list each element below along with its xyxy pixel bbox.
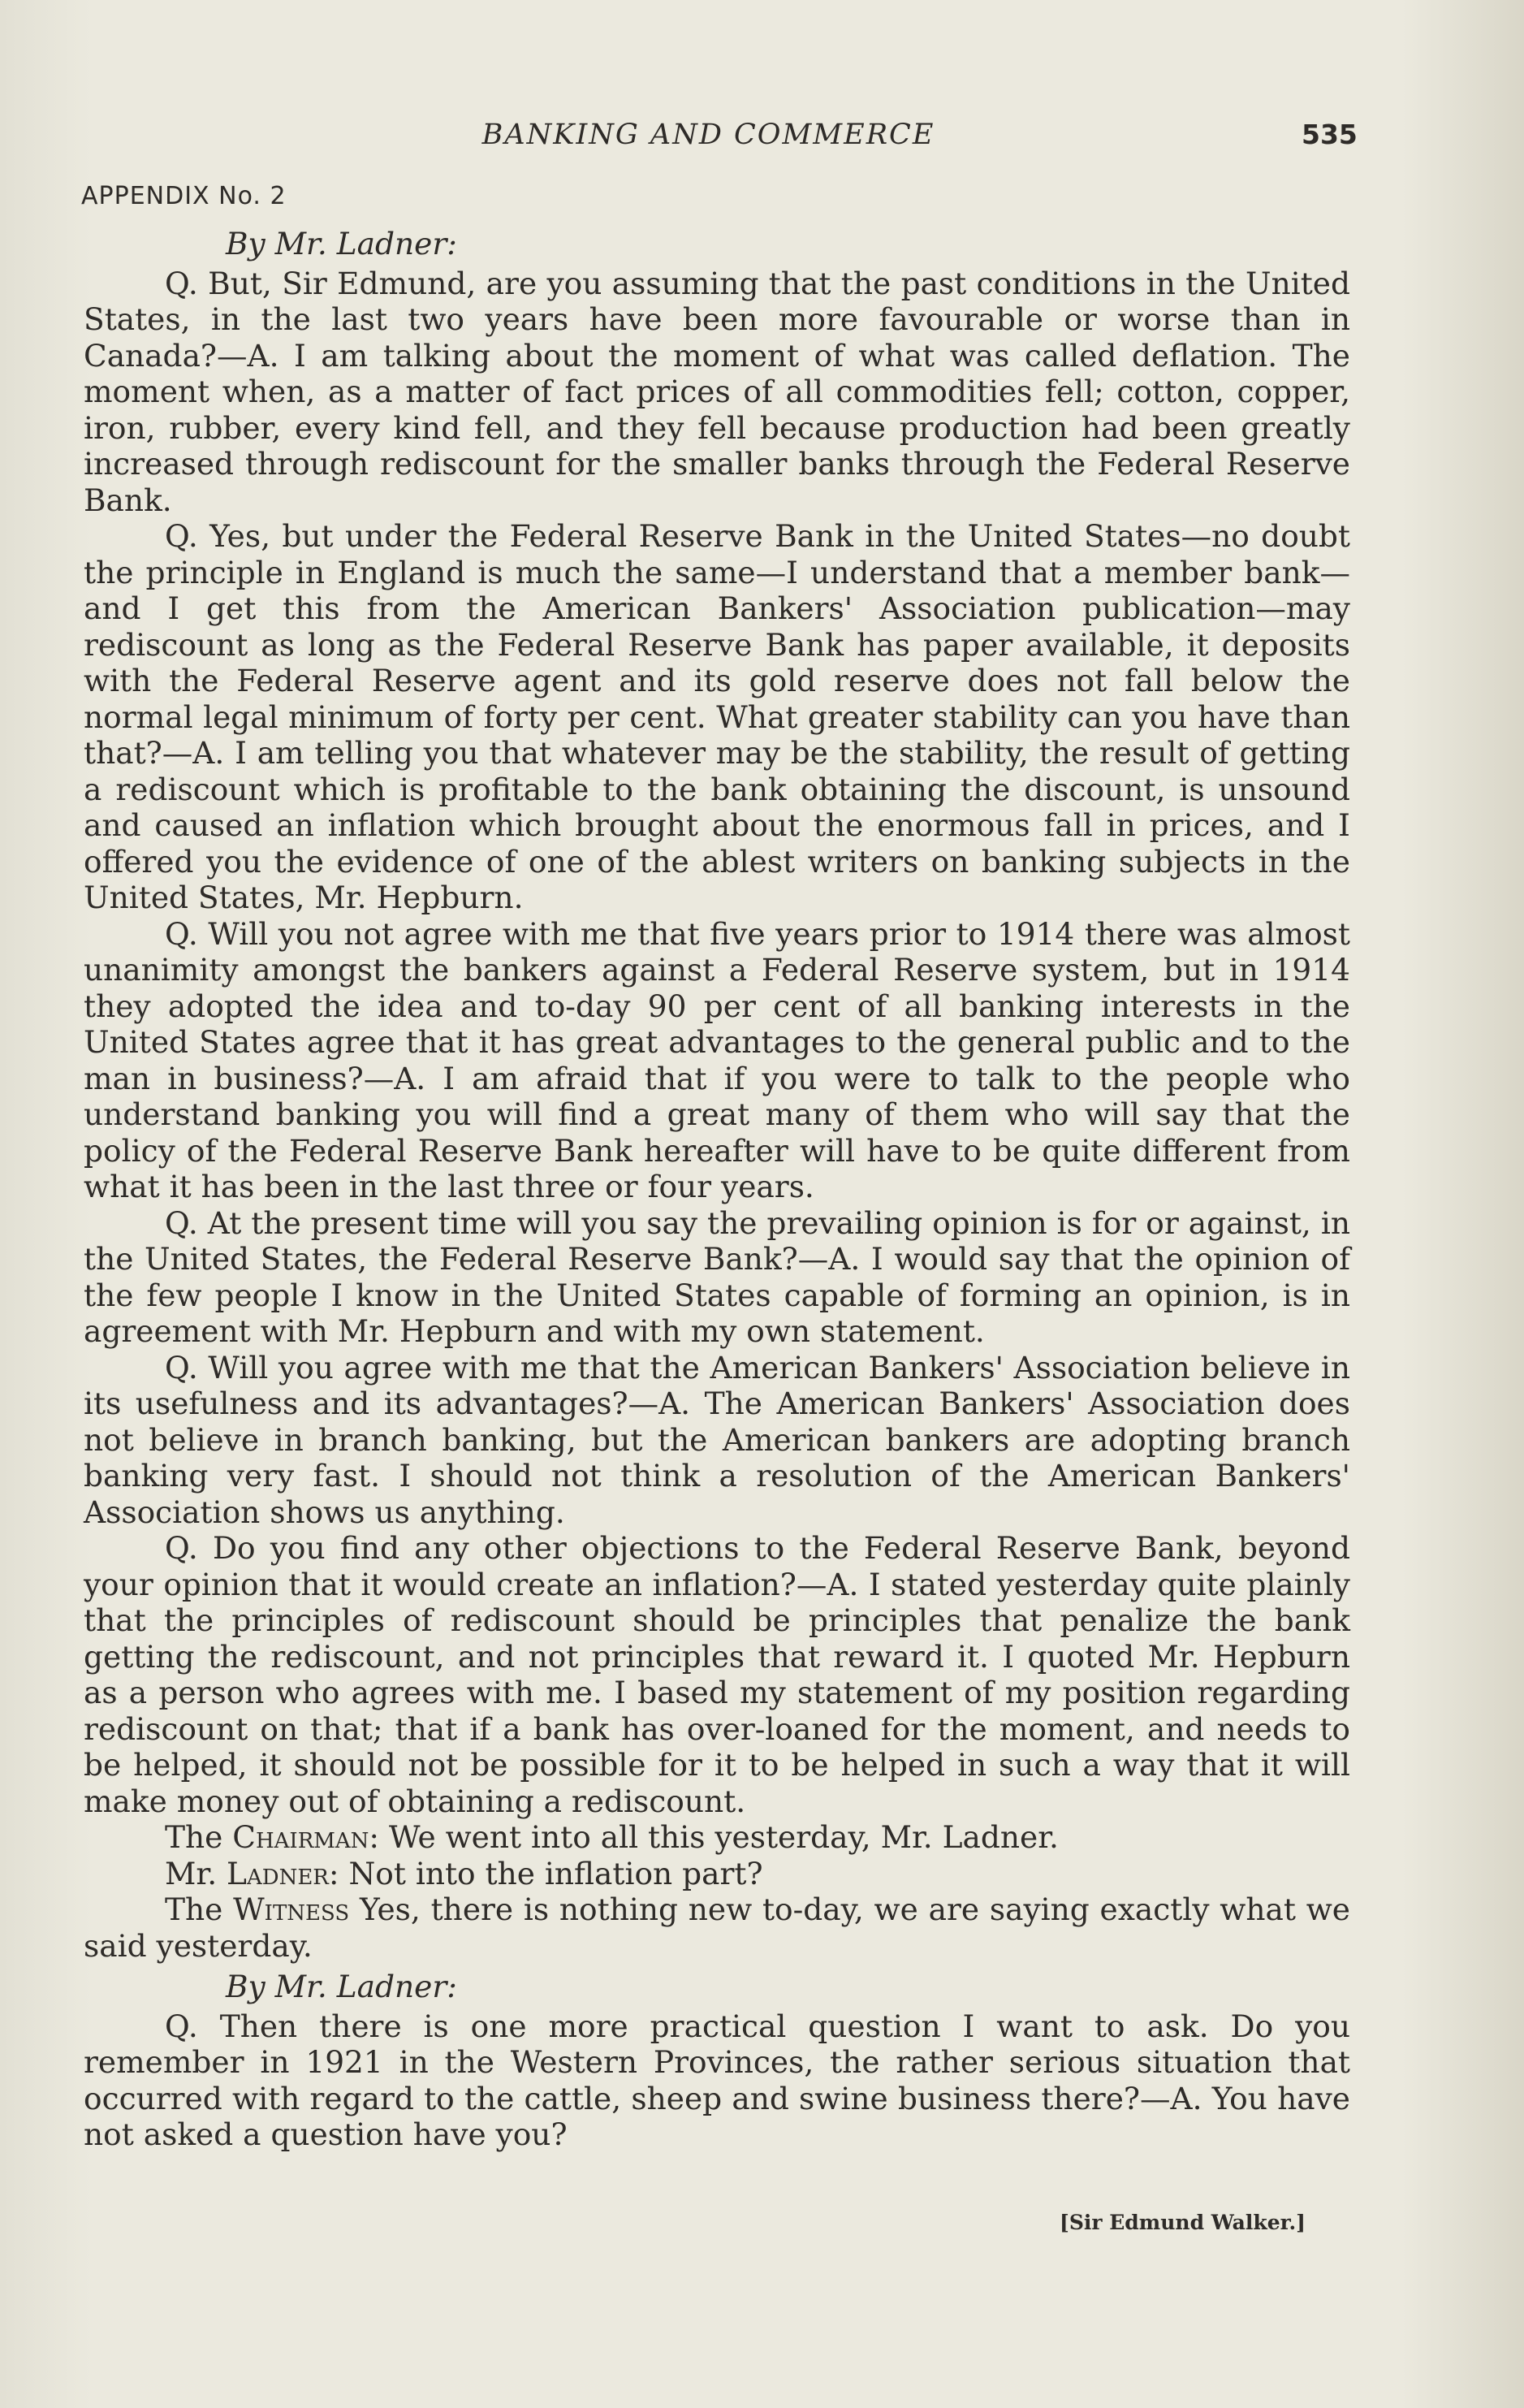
speaker-text: Yes, there is nothing new to-day, we are saying exactly what we said yesterday. [84, 1891, 1351, 1964]
speaker-prefix: Mr. [165, 1855, 218, 1891]
paragraph: Q. Do you find any other objections to the Federal Reserve Bank, beyond your opinion that it would create an inflation?—A. I stated yesterday quite plainly that the principles of rediscount should be principles that penalize the bank getting the rediscount, and not principles that reward it. I quoted Mr. Hepburn as a person who agrees with me. I based my statement of my position regarding rediscount on that; that if a bank has over-loaned for the moment, and needs to be helped, it should not be possible for it to be helped in such a way that it will make money out of obtaining a rediscount. [84, 1530, 1350, 1819]
paragraph: Q. Will you agree with me that the American Bankers' Association believe in its usefulness and its advantages?—A. The American Bankers' Association does not believe in branch banking, but the American bankers are adopting branch banking very fast. I should not think a resolution of the American Bankers' Association shows us anything. [84, 1349, 1350, 1530]
speaker-name: Chairman [232, 1819, 369, 1855]
speaker-paragraph [84, 1891, 1350, 1964]
speaker-text: : We went into all this yesterday, Mr. Ladner. [369, 1819, 1059, 1855]
body-text [84, 221, 1350, 2153]
speaker-footnote: [Sir Edmund Walker.] [1060, 2211, 1306, 2234]
paragraph: Q. But, Sir Edmund, are you assuming that the past conditions in the United States, in the last two years have been more favourable or worse than in Canada?—A. I am talking about the moment of what was called deflation. The moment when, as a matter of fact prices of all commodities fell; cotton, copper, iron, rubber, every kind fell, and they fell because production had been greatly increased through rediscount for the smaller banks through the Federal Reserve Bank. [84, 265, 1350, 518]
paragraph: Q. Will you not agree with me that five years prior to 1914 there was almost unanimity amongst the bankers against a Federal Reserve system, but in 1914 they adopted the idea and to-day 90 per cent of all banking interests in the United States agree that it has great advantages to the general public and to the man in business?—A. I am afraid that if you were to talk to the people who understand banking you will find a great many of them who will say that the policy of the Federal Reserve Bank hereafter will have to be quite different from what it has been in the last three or four years. [84, 915, 1350, 1204]
speaker-name: Ladner [227, 1855, 329, 1891]
speaker-prefix: The [165, 1891, 223, 1927]
speaker-paragraph [84, 1819, 1350, 1856]
speaker-prefix: The [165, 1819, 223, 1855]
examiner-heading: By Mr. Ladner: [226, 1969, 457, 2004]
running-header: BANKING AND COMMERCE [481, 119, 935, 151]
page-number: 535 [1302, 119, 1358, 150]
speaker-paragraph [84, 1856, 1350, 1892]
paragraph: Q. Yes, but under the Federal Reserve Bank in the United States—no doubt the principle in England is much the same—I understand that a member bank—and I get this from the American Bankers' Association publication—may rediscount as long as the Federal Reserve Bank has paper available, it deposits with the Federal Reserve agent and its gold reserve does not fall below the normal legal minimum of forty per cent. What greater stability can you have than that?—A. I am telling you that whatever may be the stability, the result of getting a rediscount which is profitable to the bank obtaining the discount, is unsound and caused an inflation which brought about the enormous fall in prices, and I offered you the evidence of one of the ablest writers on banking subjects in the United States, Mr. Hepburn. [84, 518, 1350, 915]
paragraph: Q. Then there is one more practical question I want to ask. Do you remember in 1921 in the Western Provinces, the rather serious situation that occurred with regard to the cattle, sheep and swine business there?—A. You have not asked a question have you? [84, 2008, 1350, 2152]
examiner-heading: By Mr. Ladner: [226, 226, 457, 262]
paragraph: Q. At the present time will you say the prevailing opinion is for or against, in the United States, the Federal Reserve Bank?—A. I would say that the opinion of the few people I know in the United States capable of forming an opinion, is in agreement with Mr. Hepburn and with my own statement. [84, 1204, 1350, 1349]
speaker-name: Witness [233, 1891, 350, 1927]
appendix-label: APPENDIX No. 2 [81, 182, 287, 210]
speaker-text: : Not into the inflation part? [328, 1855, 763, 1891]
